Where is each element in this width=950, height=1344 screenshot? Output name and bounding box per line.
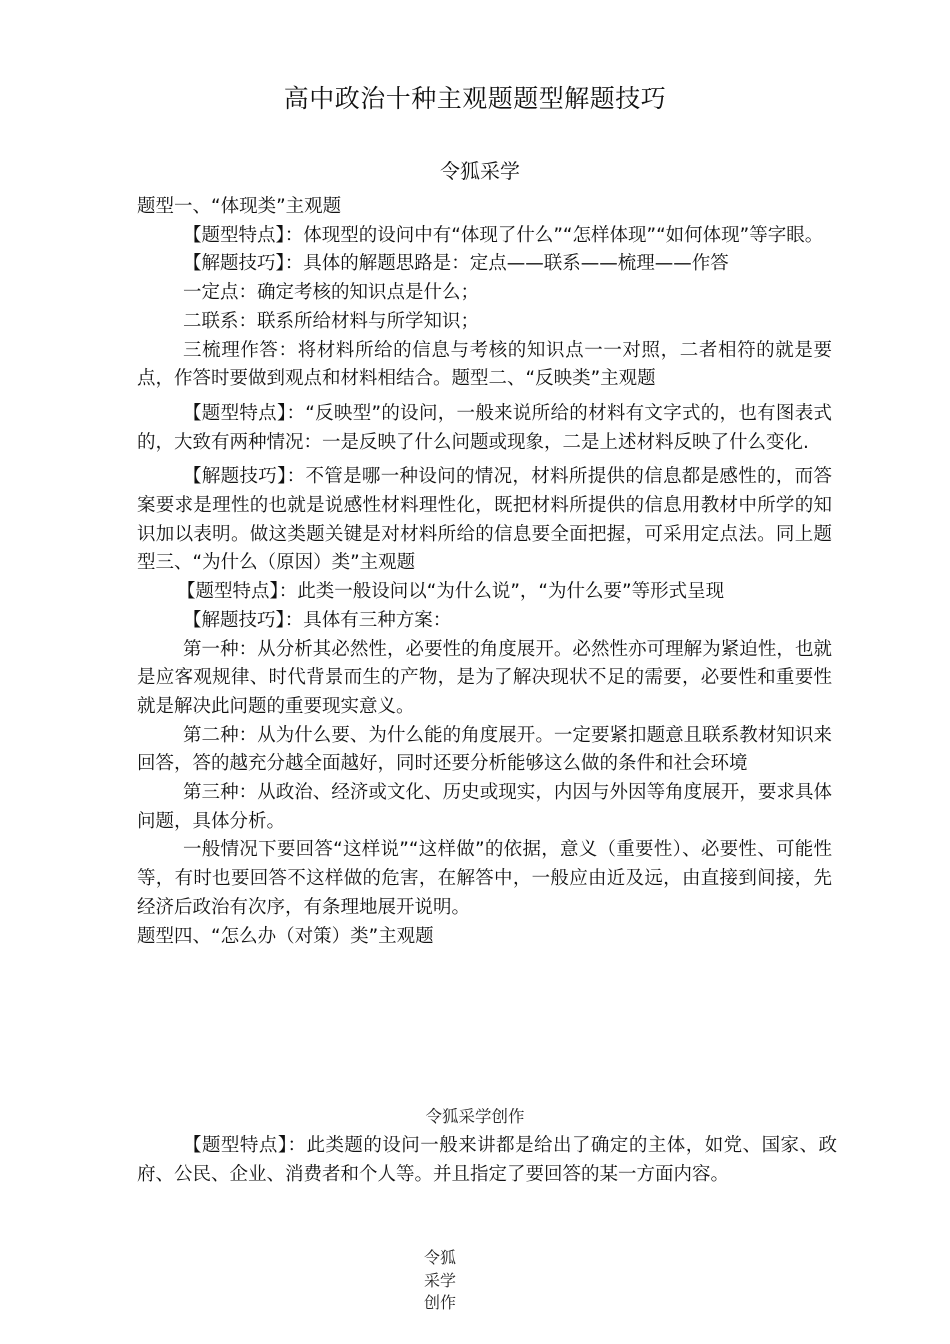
paragraph: 三梳理作答：将材料所给的信息与考核的知识点一一对照，二者相符的就是要点，作答时要做到观点和材料相结合。题型二、“反映类”主观题: [137, 339, 832, 390]
paragraph: 【题型特点】：体现型的设问中有“体现了什么”“怎样体现”“如何体现”等字眼。: [183, 224, 824, 246]
section-heading-4: 题型四、“怎么办（对策）类”主观题: [137, 925, 434, 947]
document-body-continued: [137, 1131, 837, 1189]
paragraph: 【解题技巧】：具体的解题思路是：定点——联系——梳理——作答: [183, 253, 729, 275]
paragraph: 【题型特点】：此类题的设问一般来讲都是给出了确定的主体，如党、国家、政府、公民、企业、消费者和个人等。并且指定了要回答的某一方面内容。: [137, 1135, 837, 1185]
paragraph: 【题型特点】：“反映型”的设问，一般来说所给的材料有文字式的，也有图表式的，大致有两种情况：一是反映了什么问题或现象，二是上述材料反映了什么变化.: [137, 402, 832, 453]
paragraph: 【解题技巧】：具体有三种方案：: [183, 609, 452, 631]
bottom-footer-credit: 令狐采学创作: [424, 1248, 457, 1312]
paragraph: 第二种：从为什么要、为什么能的角度展开。一定要紧扣题意且联系教材知识来回答，答的越充分越全面越好，同时还要分析能够这么做的条件和社会环境: [137, 724, 832, 775]
paragraph: 第一种：从分析其必然性，必要性的角度展开。必然性亦可理解为紧迫性，也就是应客观规律、时代背景而生的产物，是为了解决现状不足的需要，必要性和重要性就是解决此问题的重要现实意义。: [137, 638, 832, 717]
page-footer-credit: 令狐采学创作: [425, 1107, 525, 1126]
paragraph: 【题型特点】：此类一般设问以“为什么说”，“为什么要”等形式呈现: [177, 581, 725, 603]
author-name: 令狐采学: [440, 159, 520, 183]
paragraph: 【解题技巧】：不管是哪一种设问的情况，材料所提供的信息都是感性的，而答案要求是理性的也就是说感性材料理性化，既把材料所提供的信息用教材中所学的知识加以表明。做这类题关键是对材料所给的信息要全面把握，可采用定点法。同上题型三、“为什么（原因）类”主观题: [137, 466, 832, 574]
paragraph: 一般情况下要回答“这样说”“这样做”的依据，意义（重要性）、必要性、可能性等，有时也要回答不这样做的危害，在解答中，一般应由近及远，由直接到间接，先经济后政治有次序，有条理地展开说明。: [137, 839, 832, 918]
document-body: [137, 193, 832, 951]
section-heading-1: 题型一、“体现类”主观题: [137, 196, 342, 217]
paragraph: 二联系：联系所给材料与所学知识；: [183, 310, 480, 332]
document-title: 高中政治十种主观题题型解题技巧: [283, 84, 667, 113]
paragraph: 第三种：从政治、经济或文化、历史或现实，内因与外因等角度展开，要求具体问题，具体分析。: [137, 782, 832, 832]
paragraph: 一定点：确定考核的知识点是什么；: [183, 282, 480, 304]
